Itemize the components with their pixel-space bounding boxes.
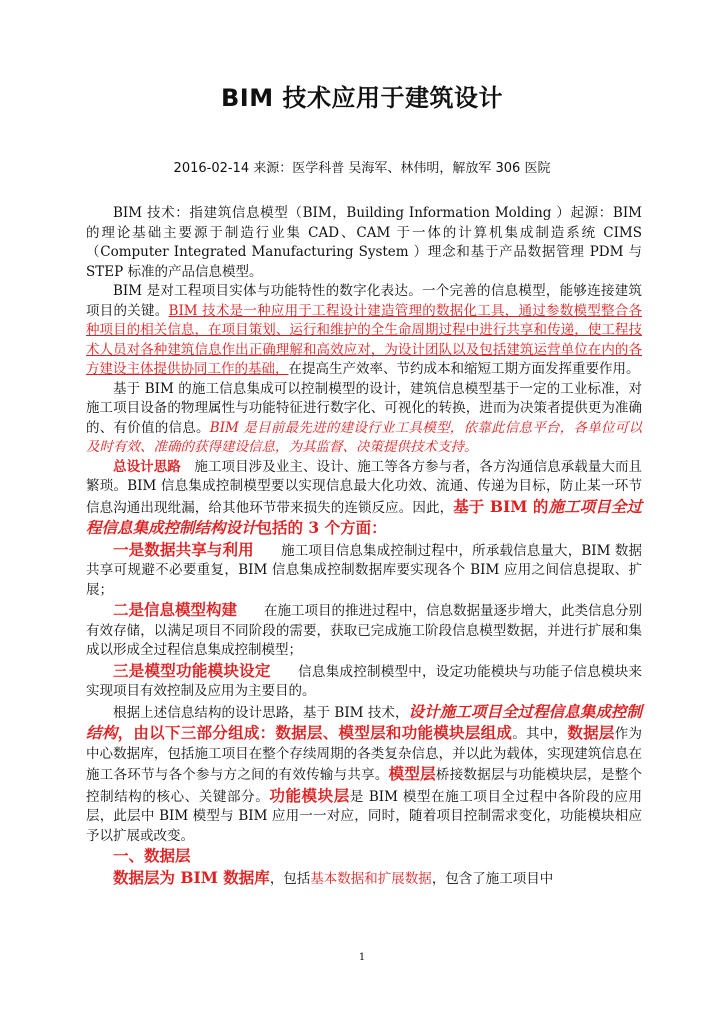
document-body — [86, 204, 642, 889]
text-run: 在提高生产效率、节约成本和缩短工期方面发挥重要作用。 — [288, 361, 640, 377]
paragraph-design-idea — [86, 458, 642, 540]
text-run: 桥接数据层与功能模块层，是整个控制结构的核心、关键部分。 — [86, 767, 643, 805]
text-run: 在施工项目的推进过程中，信息数据量逐步增大，此类信息分别有效存储，以满足项目不同阶段的需要，获取已完成施工阶段信息模型数据，并进行扩展和集成以形成全过程信息集成控制模型； — [86, 603, 643, 658]
document-title: BIM 技术应用于建筑设计 — [221, 84, 503, 112]
highlight-red: 基本数据和扩展数据 — [310, 870, 432, 887]
text-run: ，包括 — [269, 870, 311, 887]
highlight-bold: 基于 BIM 的 — [453, 496, 549, 516]
text-run: 根据上述信息结构的设计思路，基于 BIM 技术， — [113, 704, 409, 721]
heading-data-sharing: 一是数据共享与利用 — [113, 539, 254, 559]
paragraph-model-building — [86, 600, 642, 661]
highlight-bold: 数据层为 BIM 数据库 — [113, 867, 270, 887]
highlight-underlined: BIM 技术是一种应用于工程设计建造管理的数据化工具，通过参数模型整合各种项目的相关信息，在项目策划、运行和维护的全生命周期过程中进行共享和传递，使工程技术人员对各种建筑信息作出正确理解和高效应对，为设计团队以及包括建筑运营单位在内的各方建设主体提供协同工作的基础， — [86, 302, 643, 377]
highlight-italic: BIM 是目前最先进的建设行业工具模型，依靠此信息平台，各单位可以及时有效、准确的获得建设信息，为其监督、决策提供技术支持。 — [86, 419, 642, 455]
paragraph-bim-definition: BIM 技术：指建筑信息模型（BIM，Building Information Molding ）起源：BIM 的理论基础主要源于制造行业集 CAD、CAM 于一体的计算机集成制造系统 CIMS（Computer Integrated Manufacturing System ）理念和基于产品数据管理 PDM 与 STEP 标准的产品信息模型。 — [86, 205, 642, 280]
text-run: 施工项目涉及业主、设计、施工等各方参与者，各方沟通信息承载量大而且繁琐。BIM 信息集成控制模型要以实现信息最大化功效、流通、传递为目标，防止某一环节信息沟通出现纰漏，给其他环节带来损失的连锁反应。因此， — [86, 458, 643, 516]
heading-module-setting: 三是模型功能模块设定 — [113, 660, 271, 680]
text-run: 信息集成控制模型中，设定功能模块与功能子信息模块来实现项目有效控制及应用为主要目的。 — [86, 663, 642, 699]
text-run: 是 BIM 模型在施工项目全过程中各阶段的应用层，此层中 BIM 模型与 BIM 应用一一对应，同时，随着项目控制需求变化，功能模块相应予以扩展或改变。 — [86, 788, 642, 844]
highlight-bold: 包括的 3 个方面： — [256, 518, 387, 537]
highlight-bold-italic: 设计施工项目全过程信息集成控制结构 — [86, 701, 642, 742]
document-meta: 2016-02-14 来源：医学科普 吴海军、林伟明，解放军 306 医院 — [173, 161, 551, 176]
text-run: 。其中， — [512, 726, 568, 742]
section-title: 一、数据层 — [113, 846, 191, 865]
paragraph-module-setting — [86, 661, 642, 702]
text-run: BIM 是对工程项目实体与功能特性的数字化表达。一个完善的信息模型，能够连接建筑项目的关键。 — [86, 283, 642, 319]
paragraph-bim-description — [86, 282, 642, 380]
paragraph-data-layer — [86, 868, 642, 890]
highlight-bold: 功能模块层 — [269, 785, 350, 805]
highlight-bold: 模型层 — [388, 764, 436, 783]
paragraph-construction-info — [86, 380, 642, 458]
paragraph-data-sharing — [86, 540, 642, 601]
text-run: 施工项目信息集成控制过程中，所承载信息量大，BIM 数据共享可规避不必要重复，BIM 信息集成控制数据库要实现各个 BIM 应用之间信息提取、扩展； — [86, 542, 642, 598]
highlight-bold: ，由以下三部分组成：数据层、模型层和功能模块层组成 — [117, 723, 513, 742]
highlight-bold-italic: 施工项目全过程信息集成控制结构设计 — [86, 496, 642, 537]
heading-model-building: 二是信息模型构建 — [113, 600, 238, 619]
heading-design-idea: 总设计思路 — [113, 458, 181, 475]
text-run: 基于 BIM 的施工信息集成可以控制模型的设计，建筑信息模型基于一定的工业标准，对施工项目设备的物理属性与功能特征进行数字化、可视化的转换，进而为决策者提供更为准确的、有价值的信息。 — [86, 380, 642, 436]
highlight-bold: 数据层 — [567, 723, 615, 742]
text-run: 作为中心数据库，包括施工项目在整个存续周期的各类复杂信息，并以此为载体，实现建筑信息在施工各环节与各个参与方之间的有效传输与共享。 — [86, 726, 642, 783]
section-heading-data-layer — [86, 846, 642, 868]
page-number: 1 — [358, 952, 366, 963]
text-run: ，包含了施工项目中 — [431, 870, 554, 887]
paragraph-structure — [86, 702, 642, 847]
